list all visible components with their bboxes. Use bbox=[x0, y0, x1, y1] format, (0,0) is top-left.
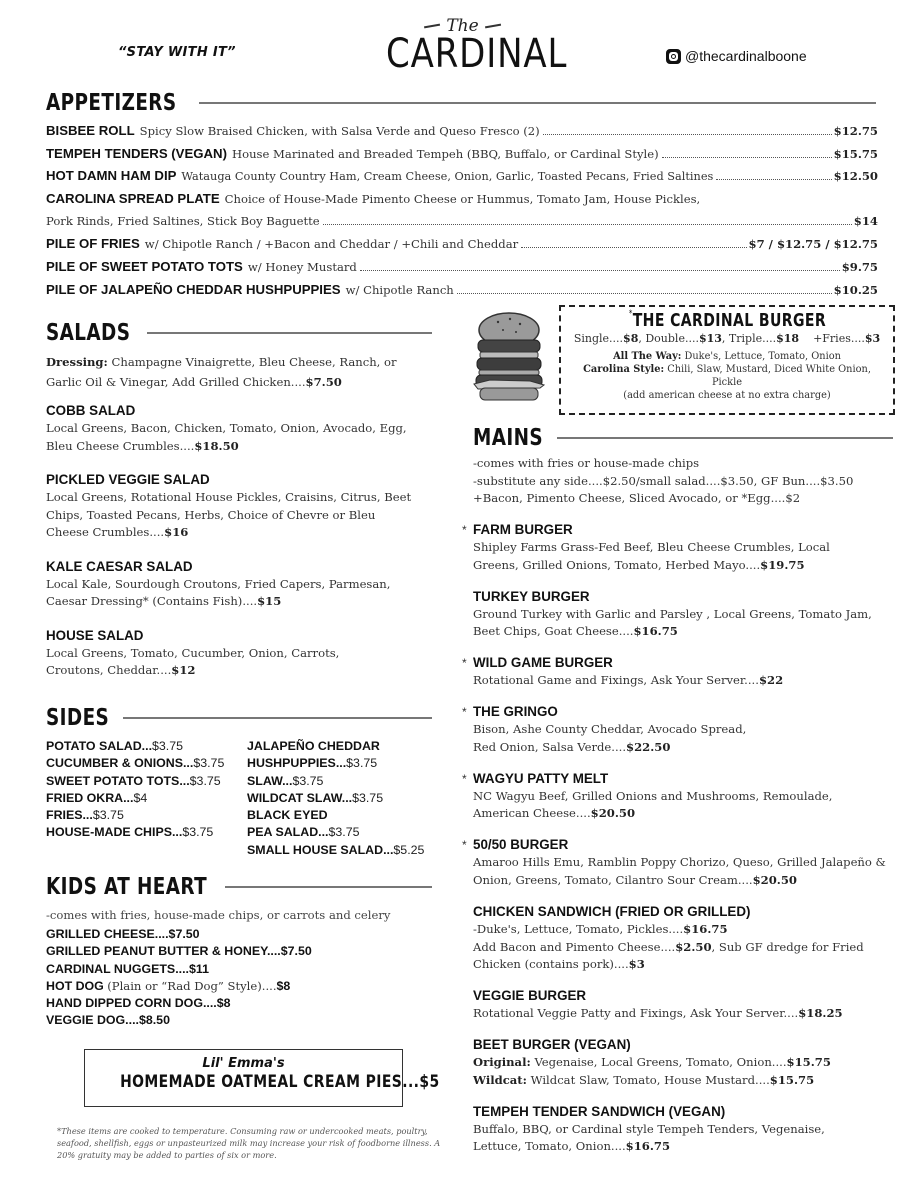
side-item: JALAPEÑO CHEDDAR bbox=[247, 739, 380, 753]
section-mains-heading bbox=[473, 425, 893, 451]
menu-item-the-gringo: * THE GRINGO Bison, Ashe County Cheddar, Avocado Spread, Red Onion, Salsa Verde....$22.50 bbox=[462, 704, 747, 754]
menu-item-cobb-salad: COBB SALAD Local Greens, Bacon, Chicken, Tomato, Onion, Avocado, Egg, Bleu Cheese Crumbles....$18.50 bbox=[46, 403, 407, 453]
section-appetizers-heading bbox=[46, 90, 876, 116]
mains-notes: -comes with fries or house-made chips -substitute any side....$2.50/small salad....$3.50, GF Bun....$3.50 +Bacon, Pimento Cheese, Sliced Avocado, or *Egg....$2 bbox=[473, 456, 854, 505]
salads-list bbox=[46, 352, 431, 696]
section-salads-heading bbox=[46, 320, 432, 346]
side-item: WILDCAT SLAW...$3.75 bbox=[247, 790, 384, 805]
side-item: FRIED OKRA...$4 bbox=[46, 790, 148, 805]
logo-dash bbox=[485, 24, 501, 28]
cardinal-burger-sizes: Single....$8, Double....$13, Triple....$18 +Fries....$3 bbox=[573, 332, 881, 345]
kids-list bbox=[46, 906, 390, 1030]
logo-dash bbox=[424, 24, 440, 28]
section-title: KIDS AT HEART bbox=[46, 874, 208, 900]
cardinal-burger-callout bbox=[559, 305, 895, 415]
section-divider bbox=[557, 437, 893, 439]
side-item: HOUSE-MADE CHIPS...$3.75 bbox=[46, 825, 214, 840]
menu-item-50-50-burger: * 50/50 BURGER Amaroo Hills Emu, Ramblin Poppy Chorizo, Queso, Grilled Jalapeño & Onion, Greens, Tomato, Cilantro Sour Cream....$20.50 bbox=[462, 837, 886, 887]
sides-column-1 bbox=[46, 738, 247, 859]
menu-item-wild-game-burger: * WILD GAME BURGER Rotational Game and Fixings, Ask Your Server....$22 bbox=[462, 655, 784, 688]
menu-item-veggie-burger: VEGGIE BURGER Rotational Veggie Patty and Fixings, Ask Your Server....$18.25 bbox=[473, 988, 843, 1021]
mains-list bbox=[462, 521, 893, 1169]
kids-item: CARDINAL NUGGETS....$11 bbox=[46, 961, 209, 976]
menu-item-house-salad: HOUSE SALAD Local Greens, Tomato, Cucumber, Onion, Carrots, Croutons, Cheddar....$12 bbox=[46, 627, 340, 677]
side-item: CUCUMBER & ONIONS...$3.75 bbox=[46, 756, 225, 771]
side-item: FRIES...$3.75 bbox=[46, 808, 124, 823]
menu-item-tempeh-tender-sandwich: TEMPEH TENDER SANDWICH (VEGAN) Buffalo, BBQ, or Cardinal style Tempeh Tenders, Vegenaise, Lettuce, Tomato, Onion....$16.75 bbox=[473, 1103, 825, 1154]
menu-header bbox=[0, 0, 923, 88]
section-divider bbox=[123, 717, 432, 719]
side-item: HUSHPUPPIES...$3.75 bbox=[247, 756, 378, 771]
menu-item-carolina-spread-plate-cont: Pork Rinds, Fried Saltines, Stick Boy Baguette $14 bbox=[46, 213, 878, 228]
instagram-icon bbox=[666, 49, 681, 64]
kids-note: -comes with fries, house-made chips, or carrots and celery bbox=[46, 908, 391, 922]
sides-column-2 bbox=[247, 738, 424, 859]
logo-name: CARDINAL bbox=[385, 31, 568, 77]
restaurant-logo bbox=[370, 16, 568, 77]
sides-list bbox=[46, 738, 446, 859]
appetizers-list bbox=[46, 123, 878, 305]
dressing-note: Dressing: Champagne Vinaigrette, Bleu Cheese, Ranch, or Garlic Oil & Vinegar, Add Grilled Chicken....$7.50 bbox=[46, 355, 397, 389]
kids-item: HOT DOG (Plain or “Rad Dog” Style)....$8 bbox=[46, 978, 291, 993]
side-item: SLAW...$3.75 bbox=[247, 773, 324, 788]
kids-item: GRILLED PEANUT BUTTER & HONEY....$7.50 bbox=[46, 944, 312, 959]
menu-item-bisbee-roll: BISBEE ROLL Spicy Slow Braised Chicken, with Salsa Verde and Queso Fresco (2) $12.75 bbox=[46, 123, 878, 138]
section-kids-heading bbox=[46, 874, 432, 900]
menu-item-hot-damn-ham-dip: HOT DAMN HAM DIP Watauga County Country Ham, Cream Cheese, Onion, Garlic, Toasted Pecans, Fried Saltines $12.50 bbox=[46, 168, 878, 184]
side-item: PEA SALAD...$3.75 bbox=[247, 825, 360, 840]
side-item: POTATO SALAD...$3.75 bbox=[46, 739, 184, 753]
dessert-title: HOMEMADE OATMEAL CREAM PIES...$5 bbox=[120, 1072, 440, 1092]
instagram-handle-text: @thecardinalboone bbox=[685, 48, 807, 64]
side-item: BLACK EYED bbox=[247, 808, 328, 823]
instagram-handle[interactable] bbox=[666, 48, 807, 64]
section-title: APPETIZERS bbox=[46, 90, 177, 116]
menu-item-sweet-potato-tots: PILE OF SWEET POTATO TOTS w/ Honey Mustard $9.75 bbox=[46, 259, 878, 275]
section-title: SIDES bbox=[46, 705, 110, 731]
kids-item: VEGGIE DOG....$8.50 bbox=[46, 1013, 170, 1028]
cardinal-burger-styles: All The Way: Duke's, Lettuce, Tomato, Onion Carolina Style: Chili, Slaw, Mustard, Diced White Onion, Pickle (add american cheese at no extra charge) bbox=[583, 351, 871, 401]
kids-item: GRILLED CHEESE....$7.50 bbox=[46, 927, 200, 941]
menu-item-turkey-burger: TURKEY BURGER Ground Turkey with Garlic and Parsley , Local Greens, Tomato Jam, Beet Chips, Goat Cheese....$16.75 bbox=[473, 588, 872, 639]
menu-item-carolina-spread-plate: CAROLINA SPREAD PLATE Choice of House-Made Pimento Cheese or Hummus, Tomato Jam, House Pickles, bbox=[46, 191, 701, 207]
food-safety-disclaimer: *These items are cooked to temperature. Consuming raw or undercooked meats, poultry, seafood, shellfish, eggs or unpasteurized milk may increase your risk of foodborne illness. A 20% gratuity may be added to parties of six or more. bbox=[57, 1126, 441, 1160]
menu-item-pickled-veggie-salad: PICKLED VEGGIE SALAD Local Greens, Rotational House Pickles, Craisins, Citrus, Beet Chips, Toasted Pecans, Herbs, Choice of Chevre or Bleu Cheese Crumbles....$16 bbox=[46, 472, 412, 539]
section-divider bbox=[147, 332, 432, 334]
dessert-subtitle: Lil' Emma's bbox=[202, 1056, 285, 1071]
menu-item-kale-caesar-salad: KALE CAESAR SALAD Local Kale, Sourdough Croutons, Fried Capers, Parmesan, Caesar Dressing* (Contains Fish)....$15 bbox=[46, 558, 391, 608]
side-item: SMALL HOUSE SALAD...$5.25 bbox=[247, 842, 425, 857]
logo-the: The bbox=[446, 16, 479, 36]
section-divider bbox=[225, 886, 432, 888]
section-sides-heading bbox=[46, 705, 432, 731]
section-title: MAINS bbox=[473, 425, 544, 451]
menu-item-tempeh-tenders: TEMPEH TENDERS (VEGAN) House Marinated and Breaded Tempeh (BBQ, Buffalo, or Cardinal Style) $15.75 bbox=[46, 145, 878, 161]
menu-item-farm-burger: * FARM BURGER Shipley Farms Grass-Fed Beef, Bleu Cheese Crumbles, Local Greens, Grilled Onions, Tomato, Herbed Mayo....$19.75 bbox=[462, 522, 830, 572]
burger-illustration-icon bbox=[470, 310, 548, 406]
menu-item-beet-burger: BEET BURGER (VEGAN) Original: Vegenaise, Local Greens, Tomato, Onion....$15.75 Wildcat: Wildcat Slaw, Tomato, House Mustard....$15.75 bbox=[473, 1037, 831, 1087]
dessert-callout-box bbox=[84, 1049, 440, 1107]
menu-item-chicken-sandwich: CHICKEN SANDWICH (FRIED OR GRILLED) -Duke's, Lettuce, Tomato, Pickles....$16.75 Add Bacon and Pimento Cheese....$2.50, Sub GF dredge for Fried Chicken (contains pork)....$3 bbox=[473, 904, 864, 972]
section-title: SALADS bbox=[46, 320, 131, 346]
cardinal-burger-title: *THE CARDINAL BURGER bbox=[628, 309, 826, 331]
menu-item-pile-of-fries: PILE OF FRIES w/ Chipotle Ranch / +Bacon and Cheddar / +Chili and Cheddar $7 / $12.75 / $12.75 bbox=[46, 236, 878, 252]
menu-item-jalapeno-hushpuppies: PILE OF JALAPEÑO CHEDDAR HUSHPUPPIES w/ Chipotle Ranch $10.25 bbox=[46, 281, 878, 297]
section-divider bbox=[199, 102, 876, 104]
side-item: SWEET POTATO TOTS...$3.75 bbox=[46, 773, 221, 788]
menu-item-wagyu-patty-melt: * WAGYU PATTY MELT NC Wagyu Beef, Grilled Onions and Mushrooms, Remoulade, American Cheese....$20.50 bbox=[462, 770, 833, 821]
tagline: “STAY WITH IT” bbox=[118, 45, 236, 60]
kids-item: HAND DIPPED CORN DOG....$8 bbox=[46, 996, 231, 1011]
